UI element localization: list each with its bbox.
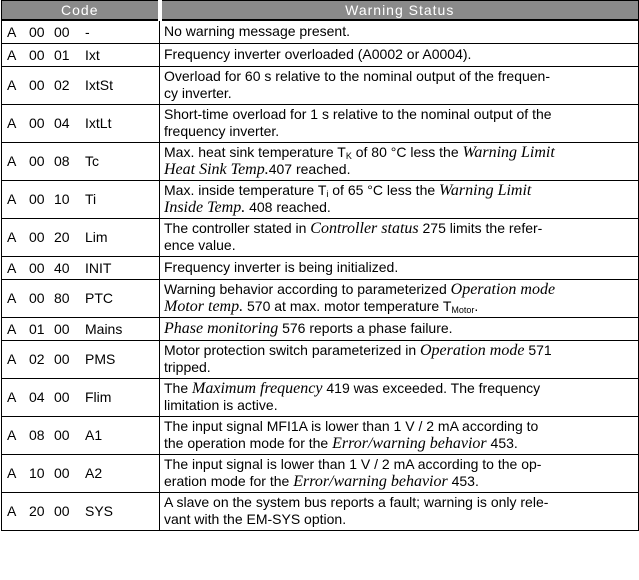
code-cell <box>2 455 160 493</box>
code-prefix: A <box>7 259 17 276</box>
code-prefix: A <box>7 320 17 337</box>
description-text: 419 was exceeded. The frequency <box>322 380 541 396</box>
table-row <box>2 318 639 341</box>
warning-description <box>160 379 639 417</box>
code-byte-low: 00 <box>54 465 70 481</box>
code-name: Ti <box>85 191 97 207</box>
code-name: Ixt <box>85 46 100 63</box>
code-byte-high: 08 <box>29 427 45 443</box>
description-text: 570 at max. motor temperature T <box>243 298 452 314</box>
code-name: - <box>85 23 90 40</box>
subscript: K <box>345 151 352 161</box>
code-name: INIT <box>85 259 112 276</box>
code-name: PMS <box>85 351 116 367</box>
code-cell <box>2 20 160 44</box>
warning-description <box>160 44 639 67</box>
code-byte-low: 00 <box>54 427 70 443</box>
code-cell <box>2 143 160 181</box>
description-text: ence value. <box>164 237 236 253</box>
code-byte-high: 02 <box>29 351 45 367</box>
code-byte-low: 10 <box>54 191 70 207</box>
code-cell <box>2 318 160 341</box>
table-row <box>2 181 639 219</box>
warning-status-column-header: Warning Status <box>160 1 639 21</box>
parameter-name: Warning Limit <box>462 144 555 161</box>
warning-description <box>160 143 639 181</box>
code-prefix: A <box>7 153 17 169</box>
description-text: The input signal MFI1A is lower than 1 V / 2 mA according to <box>164 418 539 434</box>
description-text: limitation is active. <box>164 397 278 413</box>
code-byte-high: 04 <box>29 389 45 405</box>
code-cell <box>2 417 160 455</box>
code-name: Tc <box>85 153 99 169</box>
description-text: Frequency inverter is being initialized. <box>164 259 399 275</box>
description-text: Max. heat sink temperature T <box>164 144 346 160</box>
description-text: Short-time overload for 1 s relative to the nominal output of the <box>164 106 552 122</box>
parameter-name: Error/warning behavior <box>332 435 487 452</box>
description-text: 408 reached. <box>245 199 331 215</box>
description-text: 576 reports a phase failure. <box>278 320 453 336</box>
table-row <box>2 417 639 455</box>
warning-description <box>160 257 639 280</box>
code-prefix: A <box>7 465 17 481</box>
code-prefix: A <box>7 389 17 405</box>
table-row <box>2 219 639 257</box>
subscript: i <box>326 189 329 199</box>
code-byte-high: 20 <box>29 503 45 519</box>
table-row <box>2 455 639 493</box>
table-row <box>2 493 639 531</box>
code-cell <box>2 379 160 417</box>
description-text: the operation mode for the <box>164 435 333 451</box>
code-name: SYS <box>85 503 114 519</box>
description-text: eration mode for the <box>164 473 294 489</box>
code-byte-low: 02 <box>54 77 70 93</box>
description-text: Motor protection switch parameterized in <box>164 342 420 358</box>
code-byte-high: 01 <box>29 320 45 337</box>
code-byte-high: 00 <box>29 46 45 63</box>
code-byte-high: 00 <box>29 153 45 169</box>
parameter-name: Controller status <box>310 220 419 237</box>
code-cell <box>2 341 160 379</box>
warning-status-table <box>1 0 639 531</box>
code-prefix: A <box>7 290 17 306</box>
table-row <box>2 341 639 379</box>
code-byte-high: 00 <box>29 77 45 93</box>
code-byte-high: 00 <box>29 290 45 306</box>
code-byte-low: 00 <box>54 23 70 40</box>
table-row <box>2 20 639 44</box>
description-text: 453. <box>447 473 479 489</box>
description-text: Warning behavior according to parameterized <box>164 281 451 297</box>
parameter-name: Phase monitoring <box>164 320 279 337</box>
warning-description <box>160 67 639 105</box>
table-row <box>2 143 639 181</box>
parameter-name: Error/warning behavior <box>293 473 448 490</box>
table-row <box>2 44 639 67</box>
code-name: A2 <box>85 465 103 481</box>
code-byte-low: 04 <box>54 115 70 131</box>
parameter-name: Inside Temp. <box>164 199 246 216</box>
code-byte-high: 00 <box>29 259 45 276</box>
parameter-name: Operation mode <box>420 342 525 359</box>
code-cell <box>2 44 160 67</box>
code-column-header: Code <box>2 1 160 21</box>
warning-description <box>160 105 639 143</box>
code-cell <box>2 105 160 143</box>
code-byte-low: 00 <box>54 351 70 367</box>
description-text: 275 limits the refer- <box>418 220 543 236</box>
description-text: 453. <box>486 435 518 451</box>
code-byte-high: 00 <box>29 115 45 131</box>
description-text: No warning message present. <box>164 23 350 39</box>
code-prefix: A <box>7 77 17 93</box>
parameter-name: Heat Sink Temp. <box>164 161 269 178</box>
warning-description <box>160 219 639 257</box>
warning-description <box>160 417 639 455</box>
code-byte-low: 80 <box>54 290 70 306</box>
description-text: Overload for 60 s relative to the nominal output of the frequen- <box>164 68 551 84</box>
warning-description <box>160 181 639 219</box>
code-byte-high: 00 <box>29 229 45 245</box>
code-prefix: A <box>7 23 17 40</box>
description-text: The <box>164 380 193 396</box>
code-name: A1 <box>85 427 103 443</box>
code-name: IxtLt <box>85 115 112 131</box>
code-byte-low: 00 <box>54 389 70 405</box>
code-byte-low: 20 <box>54 229 70 245</box>
description-text: of 65 °C less the <box>328 182 440 198</box>
code-prefix: A <box>7 351 17 367</box>
description-text: cy inverter. <box>164 85 232 101</box>
parameter-name: Maximum frequency <box>192 380 323 397</box>
description-text: 571 <box>524 342 552 358</box>
warning-description <box>160 318 639 341</box>
warning-description <box>160 280 639 318</box>
code-byte-low: 00 <box>54 320 70 337</box>
code-byte-low: 00 <box>54 503 70 519</box>
code-name: Flim <box>85 389 112 405</box>
code-cell <box>2 257 160 280</box>
warning-description <box>160 455 639 493</box>
code-cell <box>2 493 160 531</box>
parameter-name: Warning Limit <box>439 182 532 199</box>
code-prefix: A <box>7 191 17 207</box>
code-byte-high: 10 <box>29 465 45 481</box>
description-text: . <box>474 298 479 314</box>
table-row <box>2 280 639 318</box>
warning-description <box>160 493 639 531</box>
warning-description <box>160 341 639 379</box>
description-text: Max. inside temperature T <box>164 182 327 198</box>
code-cell <box>2 67 160 105</box>
code-cell <box>2 181 160 219</box>
description-text: vant with the EM-SYS option. <box>164 511 347 527</box>
description-text: The input signal is lower than 1 V / 2 mA according to the op- <box>164 456 542 472</box>
code-byte-low: 08 <box>54 153 70 169</box>
code-prefix: A <box>7 427 17 443</box>
code-prefix: A <box>7 115 17 131</box>
table-row <box>2 379 639 417</box>
code-byte-low: 01 <box>54 46 70 63</box>
code-byte-high: 00 <box>29 191 45 207</box>
parameter-name: Motor temp. <box>164 298 244 315</box>
code-prefix: A <box>7 229 17 245</box>
code-byte-low: 40 <box>54 259 70 276</box>
warning-description <box>160 20 639 44</box>
code-byte-high: 00 <box>29 23 45 40</box>
code-prefix: A <box>7 46 17 63</box>
code-name: Mains <box>85 320 123 337</box>
description-text: of 80 °C less the <box>351 144 463 160</box>
table-row <box>2 105 639 143</box>
code-name: PTC <box>85 290 113 306</box>
description-text: 407 reached. <box>268 161 351 177</box>
description-text: frequency inverter. <box>164 123 280 139</box>
code-cell <box>2 219 160 257</box>
header-row <box>2 1 639 21</box>
code-prefix: A <box>7 503 17 519</box>
description-text: Frequency inverter overloaded (A0002 or A0004). <box>164 46 472 62</box>
description-text: A slave on the system bus reports a fault; warning is only rele- <box>164 494 549 510</box>
subscript: Motor <box>451 305 475 315</box>
table-row <box>2 67 639 105</box>
code-name: IxtSt <box>85 77 114 93</box>
description-text: tripped. <box>164 359 211 375</box>
code-name: Lim <box>85 229 108 245</box>
code-cell <box>2 280 160 318</box>
description-text: The controller stated in <box>164 220 311 236</box>
table-row <box>2 257 639 280</box>
parameter-name: Operation mode <box>450 281 556 298</box>
